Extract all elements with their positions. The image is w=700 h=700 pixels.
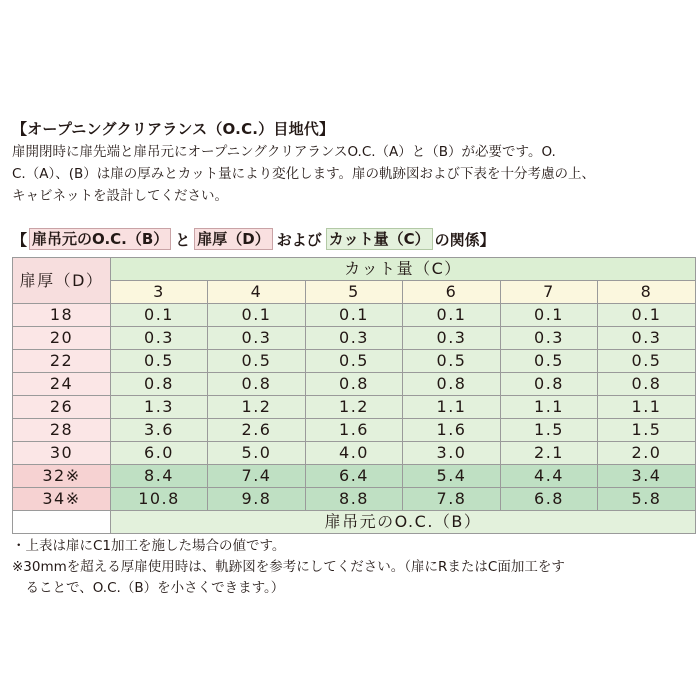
thickness-value: 30 — [13, 442, 111, 465]
table-row — [13, 488, 696, 511]
oc-value-cell: 6.8 — [501, 488, 598, 511]
oc-value-cell: 5.8 — [598, 488, 696, 511]
oc-value-cell: 10.8 — [111, 488, 208, 511]
thickness-value: 34※ — [13, 488, 111, 511]
table-row — [13, 373, 696, 396]
thickness-value: 24 — [13, 373, 111, 396]
oc-value-cell: 3.4 — [598, 465, 696, 488]
cut-value: 5 — [306, 281, 403, 304]
cut-value: 3 — [111, 281, 208, 304]
oc-value-cell: 0.8 — [208, 373, 306, 396]
oc-value-cell: 2.1 — [501, 442, 598, 465]
oc-value-cell: 7.4 — [208, 465, 306, 488]
table-row — [13, 396, 696, 419]
oc-value-cell: 0.5 — [306, 350, 403, 373]
bracket-close: の関係】 — [434, 230, 495, 249]
oc-value-cell: 0.5 — [598, 350, 696, 373]
oc-value-cell: 0.3 — [111, 327, 208, 350]
oc-value-cell: 0.1 — [111, 304, 208, 327]
table-row — [13, 465, 696, 488]
oc-value-cell: 0.1 — [208, 304, 306, 327]
note-line: ・上表は扉にC1加工を施した場合の値です。 — [12, 538, 286, 554]
table-row — [13, 304, 696, 327]
connector-and: および — [276, 230, 322, 249]
oc-value-cell: 0.5 — [111, 350, 208, 373]
table-row — [13, 350, 696, 373]
footer-label: 扉吊元のO.C.（B） — [111, 511, 696, 534]
bracket-open: 【 — [12, 230, 28, 249]
oc-value-cell: 0.1 — [306, 304, 403, 327]
oc-value-cell: 9.8 — [208, 488, 306, 511]
oc-value-cell: 6.4 — [306, 465, 403, 488]
cut-values-row — [13, 281, 696, 304]
oc-value-cell: 3.0 — [403, 442, 501, 465]
notes — [12, 536, 565, 599]
cut-value: 7 — [501, 281, 598, 304]
note-line: ることで、O.C.（B）を小さくできます。） — [12, 580, 285, 596]
connector-to: と — [175, 230, 191, 249]
oc-value-cell: 1.6 — [306, 419, 403, 442]
table-footer-row — [13, 511, 696, 534]
oc-value-cell: 0.1 — [403, 304, 501, 327]
oc-value-cell: 0.5 — [208, 350, 306, 373]
oc-value-cell: 0.5 — [403, 350, 501, 373]
oc-value-cell: 0.8 — [403, 373, 501, 396]
table-heading — [12, 228, 495, 250]
oc-value-cell: 1.2 — [306, 396, 403, 419]
oc-value-cell: 1.5 — [501, 419, 598, 442]
oc-value-cell: 7.8 — [403, 488, 501, 511]
oc-value-cell: 0.3 — [501, 327, 598, 350]
blank-cell — [13, 511, 111, 534]
oc-value-cell: 0.3 — [208, 327, 306, 350]
table-row — [13, 419, 696, 442]
thickness-label: 扉厚（D） — [194, 228, 272, 250]
oc-value-cell: 0.5 — [501, 350, 598, 373]
oc-value-cell: 0.3 — [306, 327, 403, 350]
thickness-header: 扉厚（D） — [13, 258, 111, 304]
thickness-value: 28 — [13, 419, 111, 442]
thickness-value: 32※ — [13, 465, 111, 488]
intro-line: C.（A）、(B）は扉の厚みとカット量により変化します。扉の軌跡図および下表を十分考慮の上、 — [12, 166, 596, 182]
oc-value-cell: 1.2 — [208, 396, 306, 419]
oc-value-cell: 5.4 — [403, 465, 501, 488]
oc-value-cell: 8.8 — [306, 488, 403, 511]
intro-line: 扉開閉時に扉先端と扉吊元にオープニングクリアランスO.C.（A）と（B）が必要です。O. — [12, 144, 556, 160]
oc-value-cell: 2.0 — [598, 442, 696, 465]
thickness-value: 26 — [13, 396, 111, 419]
cut-amount-header: カット量（C） — [111, 258, 696, 281]
oc-value-cell: 4.0 — [306, 442, 403, 465]
thickness-value: 18 — [13, 304, 111, 327]
table-header-row — [13, 258, 696, 281]
thickness-value: 20 — [13, 327, 111, 350]
intro-line: キャビネットを設計してください。 — [12, 188, 228, 204]
oc-value-cell: 1.6 — [403, 419, 501, 442]
oc-value-cell: 1.3 — [111, 396, 208, 419]
oc-value-cell: 0.3 — [598, 327, 696, 350]
oc-value-cell: 0.8 — [306, 373, 403, 396]
oc-b-label: 扉吊元のO.C.（B） — [29, 228, 171, 250]
oc-value-cell: 8.4 — [111, 465, 208, 488]
oc-table — [12, 257, 696, 534]
oc-value-cell: 4.4 — [501, 465, 598, 488]
oc-value-cell: 3.6 — [111, 419, 208, 442]
intro-paragraph — [12, 141, 700, 207]
table-row — [13, 327, 696, 350]
section-heading: 【オープニングクリアランス（O.C.）目地代】 — [12, 120, 335, 138]
oc-value-cell: 1.5 — [598, 419, 696, 442]
oc-value-cell: 2.6 — [208, 419, 306, 442]
cut-value: 4 — [208, 281, 306, 304]
oc-value-cell: 0.1 — [598, 304, 696, 327]
oc-value-cell: 0.3 — [403, 327, 501, 350]
oc-value-cell: 6.0 — [111, 442, 208, 465]
oc-value-cell: 0.8 — [598, 373, 696, 396]
oc-value-cell: 1.1 — [403, 396, 501, 419]
cut-amount-label: カット量（C） — [326, 228, 433, 250]
oc-value-cell: 0.8 — [111, 373, 208, 396]
cut-value: 8 — [598, 281, 696, 304]
oc-value-cell: 1.1 — [501, 396, 598, 419]
thickness-value: 22 — [13, 350, 111, 373]
oc-value-cell: 1.1 — [598, 396, 696, 419]
oc-value-cell: 0.1 — [501, 304, 598, 327]
oc-value-cell: 0.8 — [501, 373, 598, 396]
oc-value-cell: 5.0 — [208, 442, 306, 465]
cut-value: 6 — [403, 281, 501, 304]
table-row — [13, 442, 696, 465]
note-line: ※30mmを超える厚扉使用時は、軌跡図を参考にしてください。（扉にRまたはC面加工をす — [12, 559, 565, 575]
